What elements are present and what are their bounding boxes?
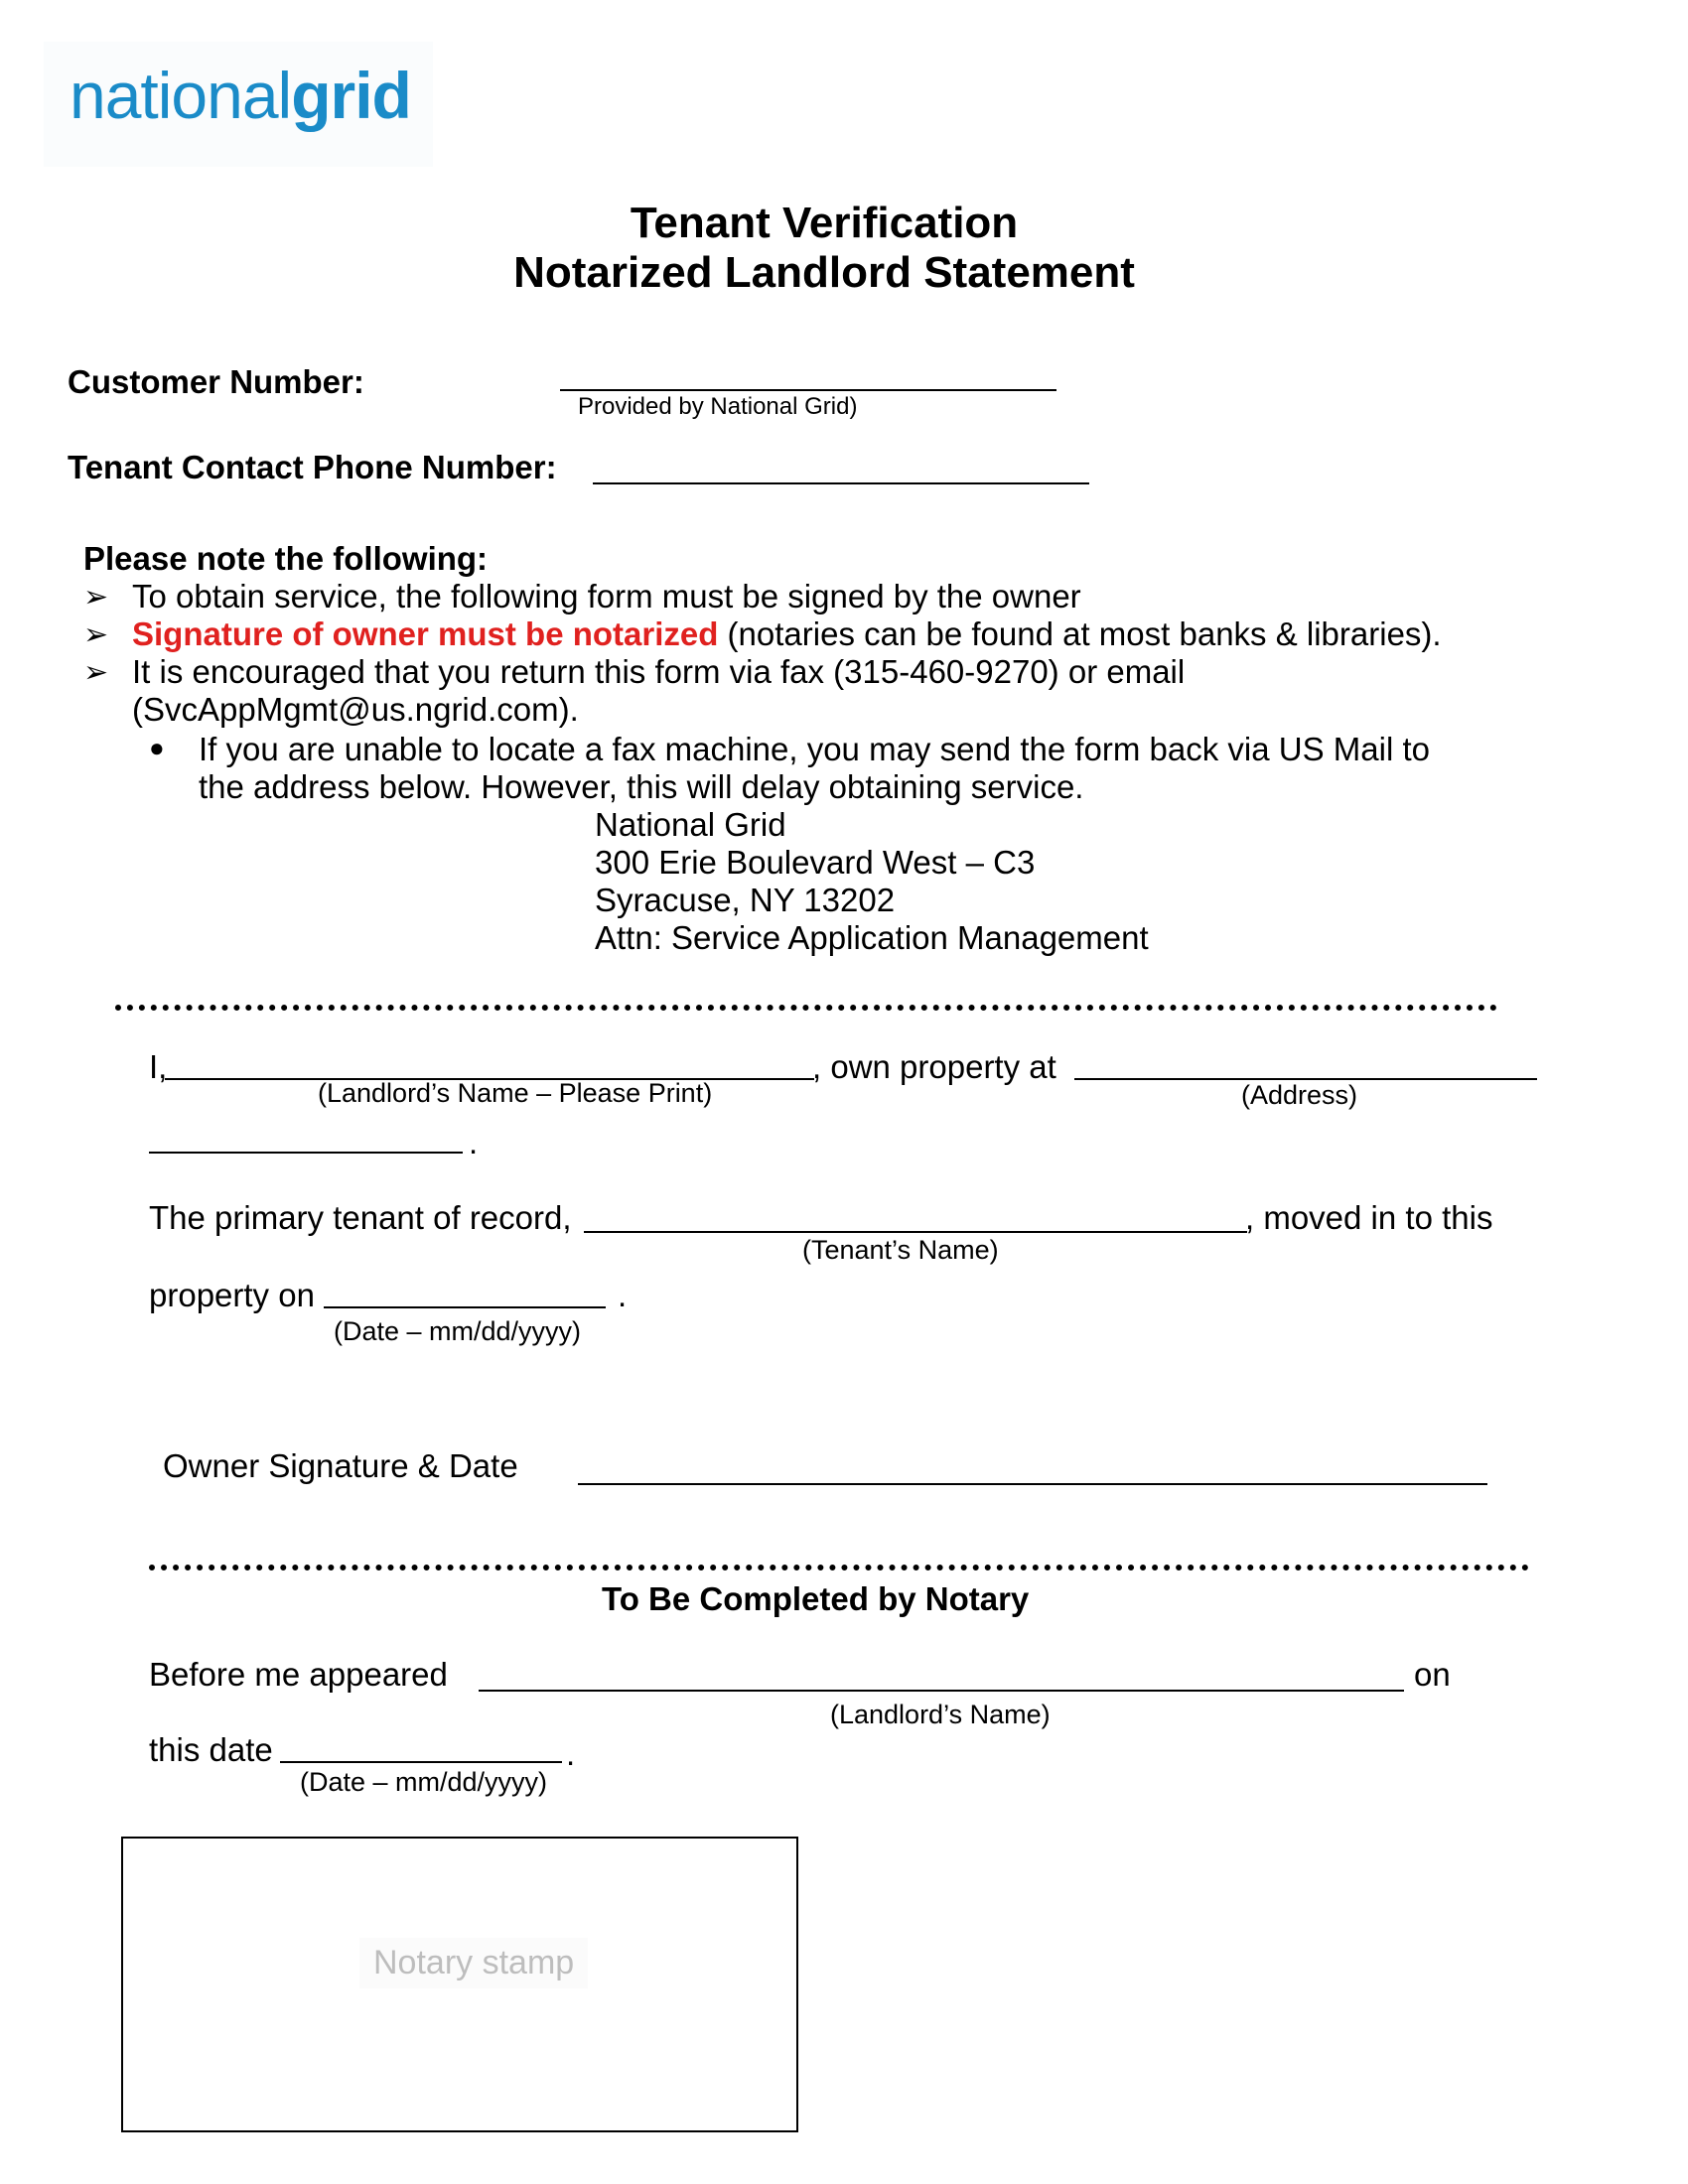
arrow-bullet-icon: ➢ — [83, 581, 109, 614]
statement-period: . — [469, 1124, 479, 1160]
owner-signature-label: Owner Signature & Date — [163, 1447, 518, 1484]
notary-landlord-name-field[interactable] — [479, 1690, 1404, 1692]
moved-in-text: , moved in to this — [1245, 1199, 1493, 1236]
page-subtitle: Notarized Landlord Statement — [513, 248, 1135, 297]
tenant-phone-field[interactable] — [593, 482, 1089, 484]
dot-bullet-icon: ● — [149, 733, 165, 762]
address-caption: (Address) — [1241, 1080, 1358, 1110]
notes-heading: Please note the following: — [83, 540, 489, 577]
owner-signature-field[interactable] — [578, 1483, 1487, 1485]
notary-stamp-placeholder: Notary stamp — [359, 1938, 588, 1988]
note-item-2-rest: (notaries can be found at most banks & libraries). — [718, 615, 1442, 652]
before-me-text: Before me appeared — [149, 1656, 448, 1693]
dotted-divider — [115, 1005, 1497, 1011]
note-item-3-line1: It is encouraged that you return this form via fax (315-460-9270) or email — [132, 653, 1186, 690]
primary-tenant-text: The primary tenant of record, — [149, 1199, 572, 1236]
this-date-period: . — [566, 1735, 576, 1772]
address-line2: 300 Erie Boulevard West – C3 — [595, 844, 1036, 881]
address-line3: Syracuse, NY 13202 — [595, 882, 896, 918]
move-in-date-field[interactable] — [324, 1306, 606, 1308]
dotted-divider — [149, 1565, 1529, 1570]
tenant-name-caption: (Tenant’s Name) — [802, 1235, 999, 1265]
notary-landlord-caption: (Landlord’s Name) — [830, 1700, 1051, 1729]
property-on-text: property on — [149, 1277, 315, 1313]
notary-heading: To Be Completed by Notary — [602, 1580, 1030, 1617]
notary-date-caption: (Date – mm/dd/yyyy) — [300, 1767, 548, 1797]
note-item-2 — [132, 615, 1442, 653]
note-sub-line1: If you are unable to locate a fax machine, you may send the form back via US Mail to — [199, 731, 1430, 767]
note-item-1: To obtain service, the following form must be signed by the owner — [132, 578, 1081, 614]
national-grid-logo: nationalgrid — [70, 59, 411, 132]
page-title: Tenant Verification — [630, 199, 1019, 247]
arrow-bullet-icon: ➢ — [83, 618, 109, 651]
statement-i-prefix: I, — [149, 1048, 168, 1085]
address-line1: National Grid — [595, 806, 786, 843]
arrow-bullet-icon: ➢ — [83, 656, 109, 689]
on-text: on — [1414, 1656, 1451, 1693]
landlord-name-caption: (Landlord’s Name – Please Print) — [318, 1078, 713, 1108]
note-sub-line2: the address below. However, this will delay obtaining service. — [199, 768, 1084, 805]
tenant-phone-label: Tenant Contact Phone Number: — [68, 449, 557, 485]
address-line4: Attn: Service Application Management — [595, 919, 1149, 956]
note-item-2-emphasis: Signature of owner must be notarized — [132, 615, 719, 652]
property-on-period: . — [618, 1277, 628, 1313]
customer-number-field[interactable] — [560, 389, 1056, 391]
statement-own-property: , own property at — [812, 1048, 1056, 1085]
note-item-3-line2: (SvcAppMgmt@us.ngrid.com). — [132, 691, 579, 728]
move-in-date-caption: (Date – mm/dd/yyyy) — [334, 1316, 582, 1346]
customer-number-caption: Provided by National Grid) — [578, 393, 858, 420]
customer-number-label: Customer Number: — [68, 363, 364, 400]
tenant-name-field[interactable] — [584, 1231, 1247, 1233]
this-date-text: this date — [149, 1731, 273, 1768]
notary-date-field[interactable] — [280, 1761, 562, 1763]
property-address-field-line2[interactable] — [149, 1152, 463, 1154]
